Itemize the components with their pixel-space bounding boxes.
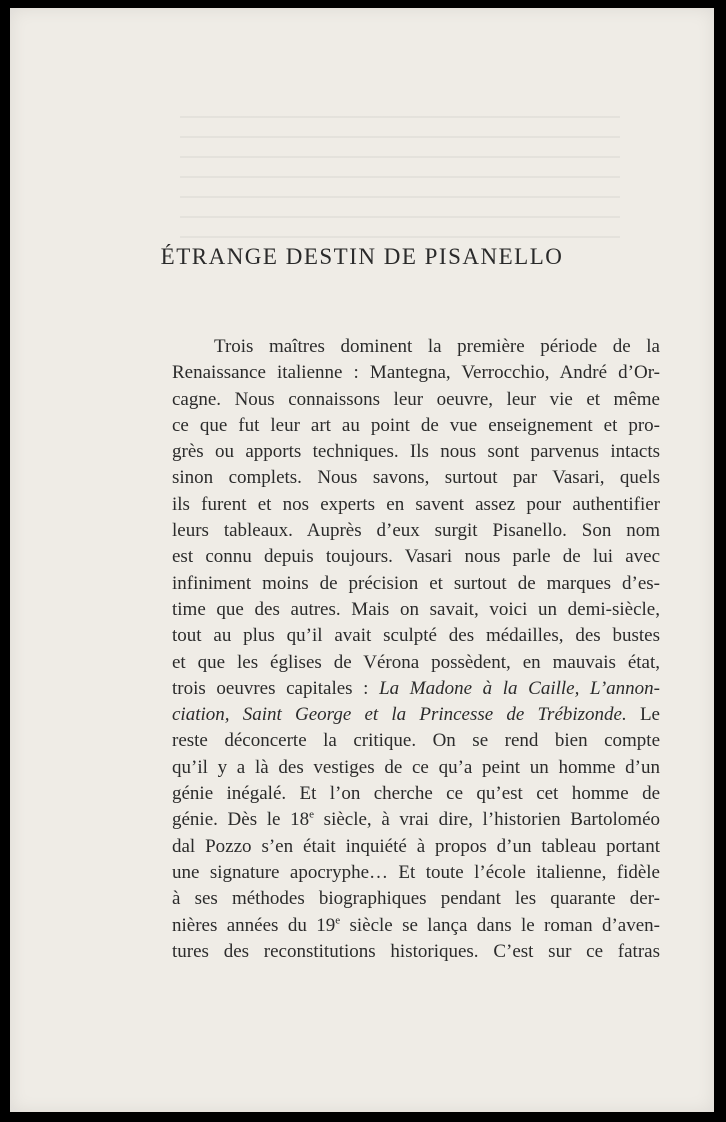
text-line: tout au plus qu’il avait sculpté des médailles, des bustes <box>172 625 660 647</box>
text-line: time que des autres. Mais on savait, voici un demi-siècle, <box>172 598 660 620</box>
text-line: reste déconcerte la critique. On se rend bien compte <box>172 730 660 752</box>
superscript: e <box>309 809 315 822</box>
text-line: grès ou apports techniques. Ils nous sont parvenus intacts <box>172 441 660 463</box>
text-line <box>172 676 660 702</box>
text-segment: siècle, à vrai dire, l’historien Bartoloméo <box>314 809 661 831</box>
text-line: à ses méthodes biographiques pendant les quarante der- <box>172 888 660 910</box>
text-segment: siècle se lança dans le roman d’aven- <box>340 914 660 936</box>
superscript: e <box>335 914 341 927</box>
text-line: Renaissance italienne : Mantegna, Verrocchio, André d’Or- <box>172 362 660 384</box>
text-line: tures des reconstitutions historiques. C’est sur ce fatras <box>172 940 660 962</box>
text-line: cagne. Nous connaissons leur oeuvre, leur vie et même <box>172 388 660 410</box>
text-line: ce que fut leur art au point de vue enseignement et pro- <box>172 414 660 436</box>
body-paragraph <box>172 334 660 965</box>
text-line: génie inégalé. Et l’on cherche ce qu’est cet homme de <box>172 783 660 805</box>
text-line: qu’il y a là des vestiges de ce qu’a peint un homme d’un <box>172 756 660 778</box>
text-line: est connu depuis toujours. Vasari nous parle de lui avec <box>172 546 660 568</box>
text-line <box>172 913 660 939</box>
text-line: dal Pozzo s’en était inquiété à propos d’un tableau portant <box>172 835 660 857</box>
artwork-titles: ciation, Saint George et la Princesse de Trébizonde. <box>172 704 627 726</box>
text-segment: génie. Dès le 18 <box>172 809 310 831</box>
show-through-bleed <box>180 98 620 238</box>
text-line: Trois maîtres dominent la première période de la <box>214 336 660 357</box>
text-segment: trois oeuvres capitales : <box>172 677 380 699</box>
text-line: et que les églises de Vérona possèdent, en mauvais état, <box>172 651 660 673</box>
text-line: infiniment moins de précision et surtout de marques d’es- <box>172 572 660 594</box>
text-line: ils furent et nos experts en savent assez pour authentifier <box>172 493 660 515</box>
text-segment: Le <box>626 704 660 726</box>
text-line: leurs tableaux. Auprès d’eux surgit Pisanello. Son nom <box>172 520 660 542</box>
text-line <box>172 807 660 833</box>
text-line <box>172 702 660 728</box>
book-page <box>10 8 714 1112</box>
text-line: sinon complets. Nous savons, surtout par Vasari, quels <box>172 467 660 489</box>
artwork-titles: La Madone à la Caille, L’annon- <box>379 677 660 699</box>
text-segment: nières années du 19 <box>172 914 336 936</box>
text-line: une signature apocryphe… Et toute l’école italienne, fidèle <box>172 861 660 883</box>
chapter-title: ÉTRANGE DESTIN DE PISANELLO <box>160 244 564 269</box>
